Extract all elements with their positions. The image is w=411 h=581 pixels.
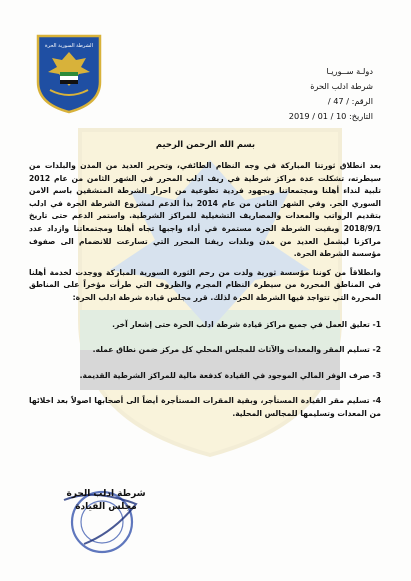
paragraph-1: بعد انطلاق ثورتنا المباركة في وجه النظام الطائفي، وتحرير العديد من المدن والبلدات من سيطرته، تشكلت عدة مراكز شرطية في ريف ادلب المحرر في الشهر الثامن من عام 2012 تلبية لنداء أهلنا ومجتمعاتنا وبجهود فردية تطوعية من احرار الشرطة المنشقين باسم الامن السوري الحر. وفي الشهر الثامن من عام 2014 بدأ الدعم لمشروع الشرطة الحرة في ادلب بتقديم الرواتب والمعدات والمصاريف التشغيلية للمراكز الشرطية. واستمر الدعم حتى تاريخ 2018/9/1 وبقيت الشرطة الحرة مستمرة في أداء واجبها تجاه أهلنا ومجتمعاتنا وازداد عدد مراكزنا ليشمل العديد من مدن وبلدات ريفنا المحرر التي تسارعت للانضمام الى صفوف مؤسسة الشرطة الحرة.	[29, 161, 381, 259]
letter-body	[29, 160, 381, 434]
police-emblem	[36, 34, 102, 114]
signature-line-2: مجلس القيادة	[75, 502, 137, 512]
signature-line-1: شرطة ادلب الحرة	[66, 489, 146, 499]
decision-item-1: 1- تعليق العمل في جميع مراكز قيادة شرطة ادلب الحرة حتى إشعار آخر.	[112, 319, 381, 329]
police-name: شرطة ادلب الحرة	[310, 81, 373, 91]
signature-block	[56, 488, 156, 514]
decision-item-3: 3- صرف الوفر المالي الموجود في القيادة كدفعة مالية للمراكز الشرطية القديمة.	[79, 370, 381, 380]
paragraph-2: وانطلاقاً من كوننا مؤسسة ثورية ولدت من رحم الثورة السورية المباركة ووجدت لخدمة أهلنا في المناطق المحررة من سيطرة النظام المجرم والظروف التي طرأت مؤخراً على المناطق المحررة التي تتواجد فيها الشرطة الحرة لذلك. قرر مجلس قيادة شرطة ادلب الحرة:	[29, 267, 381, 302]
letter-date: التاريخ: 10 / 01 / 2019	[288, 111, 373, 121]
decision-item-4: 4- تسليم مقر القيادة المستأجر، وبقية المقرات المستأجرة أيضاً الى أصحابها اصولاً بعد اخلائها من المعدات وتسليمها للمجالس المحلية.	[29, 396, 381, 418]
letter-header	[203, 64, 373, 124]
emblem-text: الشرطة السورية الحرة	[45, 43, 93, 49]
basmala: بسم الله الرحمن الرحيم	[155, 139, 256, 149]
decision-item-2: 2- تسليم المقر والمعدات والآثاث للمجلس المحلي كل مركز ضمن نطاق عمله.	[92, 345, 381, 355]
reference-number: الرقم: / 47 /	[327, 96, 373, 106]
country-name: دولـة ســوريـا	[326, 66, 373, 76]
